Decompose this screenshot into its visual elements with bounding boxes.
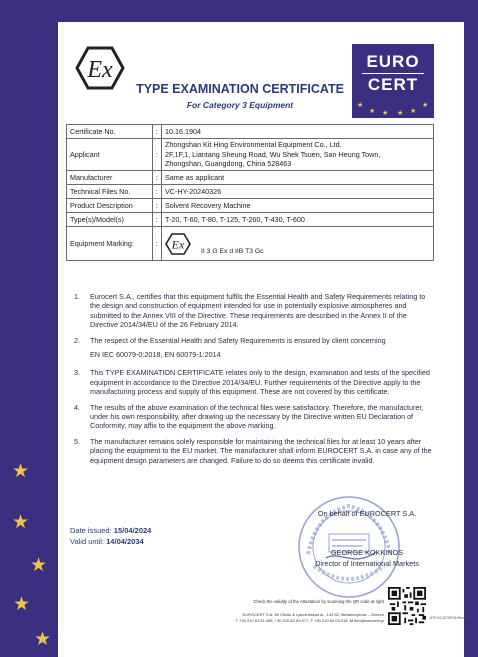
row-colon: : <box>153 213 162 227</box>
footer-contact <box>170 612 384 624</box>
clause-number: 4. <box>74 402 80 412</box>
row-colon: : <box>153 171 162 185</box>
row-label: Type(s)/Model(s) <box>67 213 153 227</box>
clause-number: 1. <box>74 292 80 301</box>
svg-text:Ex: Ex <box>87 57 113 83</box>
table-row <box>67 227 434 261</box>
gold-star-icon: ★ <box>12 512 30 533</box>
date-issued-value: 15/04/2024 <box>113 526 152 535</box>
logo-star-icon: ★ <box>382 110 389 117</box>
clause-text: Eurocert S.A., certifies that this equipment fulfils the Essential Health and Safety Requirements relating to the design and construction of equipment intended for use in potentially explosive atmospheres and submitted to the Annex VIII of the Directive. These requirements are described in the Annex II of the Directive 2014/34/EU of the 26 February 2014. <box>90 292 426 330</box>
row-label: Certificate No. <box>67 125 153 139</box>
row-label: Technical Files No. <box>67 185 153 199</box>
clause-number: 3. <box>74 368 80 378</box>
gold-star-icon: ★ <box>12 461 30 482</box>
models-value: T-20, T-60, T-80, T-125, T-260, T-430, T-600 <box>162 213 434 227</box>
table-row <box>67 185 434 199</box>
product-description-value: Solvent Recovery Machine <box>162 199 434 213</box>
marking-code: II 3 G Ex d IIB T3 Gc <box>201 247 264 255</box>
svg-text:Ex: Ex <box>171 237 185 251</box>
top-border-band <box>0 0 478 22</box>
eurocert-logo <box>352 44 434 118</box>
clause-text: The manufacturer remains solely responsible for maintaining the technical files for at least 10 years after placing the equipment to the EU market. The manufacturer shall inform EUROCERT S.A. in case any of the equipment design parameters are changed. Failure to do so deems this certificate invalid. <box>90 436 432 465</box>
logo-text-cert: CERT <box>367 75 419 94</box>
clause-text: This TYPE EXAMINATION CERTIFICATE relates only to the design, examination and tests of the specified equipment in accordance to the Directive 2014/34/EU. Further requirements of the Directive apply to the manufacturing process and supply of this equipment. These are not covered by this certificate. <box>90 368 430 397</box>
clause-item <box>66 437 434 465</box>
certificate-number: 10.16.1904 <box>162 125 434 139</box>
applied-standards: EN IEC 60079-0:2018, EN 60079-1:2014 <box>90 350 221 360</box>
certificate-clauses <box>66 292 434 471</box>
clause-number: 5. <box>74 436 80 446</box>
row-label: Product Description <box>67 199 153 213</box>
right-border-band <box>464 0 478 657</box>
qr-code-icon[interactable] <box>388 587 426 625</box>
logo-star-icon: ★ <box>397 110 404 117</box>
clause-text: The results of the above examination of the technical files were satisfactory. Therefore, the manufacturer, under his own responsibility, after drawing up the necessary by the Directive written EU Declaration of Conformity, may affix to the equipment the above marking. <box>90 402 424 431</box>
table-row <box>67 125 434 139</box>
logo-star-icon: ★ <box>422 102 429 109</box>
logo-star-icon: ★ <box>369 108 376 115</box>
signatory-name: GEORGE KOKKINOS <box>330 547 404 557</box>
technical-files-value: VC-HY-20240326 <box>162 185 434 199</box>
signature-block <box>292 508 442 570</box>
footer-address: EUROCERT S.A. 89 Chlois & Lykovrisseos st., 144 52, Metamorphosi – Greece <box>242 612 384 617</box>
row-colon: : <box>153 227 162 261</box>
clause-item <box>66 403 434 431</box>
logo-star-icon: ★ <box>410 108 417 115</box>
table-row <box>67 213 434 227</box>
certificate-title: TYPE EXAMINATION CERTIFICATE <box>136 82 344 96</box>
left-border-band <box>0 0 58 657</box>
valid-until-value: 14/04/2034 <box>106 536 144 546</box>
valid-until-label: Valid until: <box>70 536 105 546</box>
logo-star-icon: ★ <box>357 102 364 109</box>
clause-number: 2. <box>74 335 80 345</box>
clause-item <box>66 292 434 330</box>
row-colon: : <box>153 199 162 213</box>
gold-star-icon: ★ <box>13 594 31 615</box>
clause-text: The respect of the Essential Health and Safety Requirements is ensured by client concerning <box>90 335 386 345</box>
certificate-subtitle: For Category 3 Equipment <box>186 100 294 110</box>
logo-text-euro: EURO <box>366 52 420 71</box>
date-issued-row <box>70 526 151 537</box>
ex-atex-icon <box>75 46 125 90</box>
ex-marking-icon <box>165 233 191 255</box>
table-row <box>67 171 434 185</box>
row-label: Manufacturer <box>67 171 153 185</box>
footer-phone-line: T +30 210 61.51.495, +30 210 62.53.977, F +30 210 62.03.018, M info@eurocert.gr <box>235 618 384 623</box>
date-issued-label: Date issued: <box>70 526 112 535</box>
on-behalf-line: On behalf of EUROCERT S.A. <box>317 509 417 518</box>
manufacturer-value: Same as applicant <box>162 171 434 185</box>
clause-item <box>66 368 434 396</box>
row-colon: : <box>153 125 162 139</box>
signatory-role: Director of International Markets <box>315 559 419 568</box>
table-row <box>67 139 434 171</box>
clause-item <box>66 336 434 345</box>
equipment-marking-value <box>162 227 434 261</box>
certificate-info-table <box>66 124 434 261</box>
row-label: Equipment Marking: <box>67 227 153 261</box>
applicant-value <box>162 139 434 171</box>
qr-instruction: Check the validity of the Attestation by scanning the QR code at right <box>253 599 384 604</box>
table-row <box>67 199 434 213</box>
applicant-line: Zhongshan, Guangdong, China 528463 <box>165 159 292 169</box>
gold-star-icon: ★ <box>34 629 52 650</box>
row-colon: : <box>153 185 162 199</box>
row-label: Applicant <box>67 139 153 171</box>
applicant-line: 2F,1F,1, Liantang Sheung Road, Wu Shek Tsuen, San Heung Town, <box>165 149 381 159</box>
logo-divider <box>362 73 424 74</box>
valid-until-row <box>70 537 151 548</box>
row-colon: : <box>153 139 162 171</box>
applicant-line: Zhongshan Kit Hing Environmental Equipment Co., Ltd. <box>165 140 342 150</box>
document-reference: ATEX/CAT3/R01/Rev.21 <box>430 616 469 620</box>
gold-star-icon: ★ <box>30 555 48 576</box>
certificate-dates <box>70 526 151 547</box>
